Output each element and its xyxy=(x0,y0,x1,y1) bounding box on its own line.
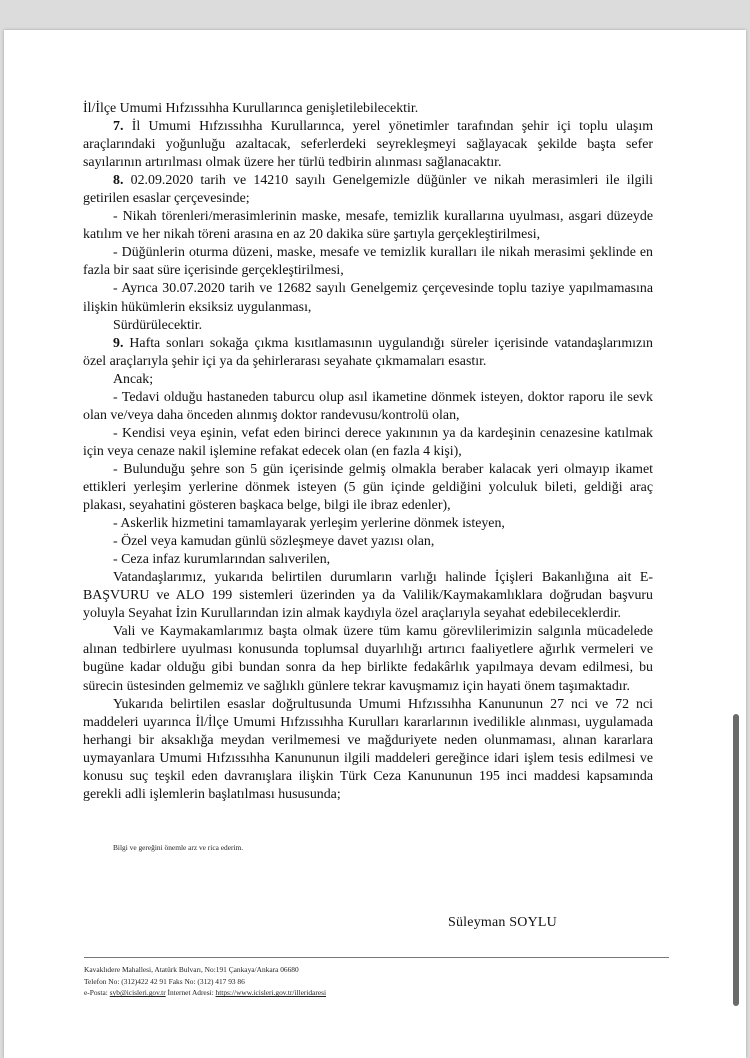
paragraph-text: Hafta sonları sokağa çıkma kısıtlamasının uygulandığı süreler içerisinde vatandaşlarımızın özel araçlarıyla şehir içi ya da şehirlerarası seyahate çıkmamaları esastır. xyxy=(83,335,653,369)
paragraph xyxy=(83,569,653,623)
paragraph-text: Ancak; xyxy=(113,371,154,387)
paragraph xyxy=(83,551,653,569)
paragraph xyxy=(83,371,653,389)
paragraph xyxy=(83,208,653,244)
paragraph xyxy=(83,317,653,335)
paragraph-text: Yukarıda belirtilen esaslar doğrultusunda Umumi Hıfzıssıhha Kanununun 27 nci ve 72 nci maddeleri uyarınca İl/İlçe Umumi Hıfzıssıhha Kurulları kararlarının ivedilikle alınması, uygulamada herhangi bir aksaklığa meydan verilmemesi ve mağduriyete neden olunmaması, alınan kararlara uymayanlara Umumi Hıfzıssıhha Kanununun ilgili maddeleri gereğince idari işlem tesis edilmesi ve konusu suç teşkil eden davranışlara ilişkin Türk Ceza Kanununun 195 inci maddesi kapsamında gerekli adli işlemlerin başlatılması hususunda; xyxy=(83,696,653,802)
paragraph xyxy=(83,533,653,551)
paragraph xyxy=(83,425,653,461)
paragraph-text: İl Umumi Hıfzıssıhha Kurullarınca, yerel yönetimler tarafından şehir içi toplu ulaşım araçlarındaki yoğunluğu azaltacak, seferlerdeki seyrekleşmeyi sağlayacak şekilde başta sefer sayılarının artırılması olmak üzere her türlü tedbirin alınması sağlanacaktır. xyxy=(83,119,653,171)
footer-address: Kavaklıdere Mahallesi, Atatürk Bulvarı, No:191 Çankaya/Ankara 06680 xyxy=(84,965,299,974)
paragraph-text: - Kendisi veya eşinin, vefat eden birinci derece yakınının ya da kardeşinin cenazesine katılmak için veya cenaze nakil işlemine refakat edecek olan (en fazla 4 kişi), xyxy=(83,425,653,459)
paragraph-text: 02.09.2020 tarih ve 14210 sayılı Genelgemizle düğünler ve nikah merasimleri ile ilgili getirilen esaslar çerçevesinde; xyxy=(83,173,653,207)
footer-email-link[interactable]: syb@icisleri.gov.tr xyxy=(109,988,166,998)
paragraph-text: - Düğünlerin oturma düzeni, maske, mesafe ve temizlik kuralları ile nikah merasimi şeklinde en fazla bir saat süre içerisinde gerçekleştirilmesi, xyxy=(83,245,653,279)
paragraph-text: - Tedavi olduğu hastaneden taburcu olup asıl ikametine dönmek isteyen, doktor raporu ile sevk olan ve/veya daha önceden alınmış doktor randevusu/kontrolü olan, xyxy=(83,389,653,423)
footer-web-label: İnternet Adresi: xyxy=(165,988,216,998)
item-number: 8. xyxy=(113,173,124,189)
paragraph-text: İl/İlçe Umumi Hıfzıssıhha Kurullarınca genişletilebilecektir. xyxy=(83,101,419,116)
paragraph xyxy=(83,172,653,208)
paragraph xyxy=(83,280,653,316)
scrollbar-thumb[interactable] xyxy=(733,714,739,1006)
paragraph-text: - Bulunduğu şehre son 5 gün içerisinde gelmiş olmakla beraber kalacak yeri olmayıp ikamet ettikleri yerleşim yerlerine dönmek isteyen (5 gün içinde geldiğini yolculuk bileti, geldiği araç plakası, seyahatini gösteren başkaca belge, bilgi ile ibraz edenler), xyxy=(83,461,653,514)
paragraph xyxy=(83,244,653,280)
footer-email-label: e-Posta: xyxy=(84,988,110,998)
footer-web-link[interactable]: https://www.icisleri.gov.tr/illeridaresi xyxy=(215,988,327,998)
paragraph xyxy=(83,118,653,172)
paragraph xyxy=(83,515,653,533)
paragraph xyxy=(83,335,653,371)
document-body xyxy=(83,100,653,804)
paragraph xyxy=(83,696,653,804)
paragraph xyxy=(83,623,653,695)
footer-phone: Telefon No: (312)422 42 91 Faks No: (312) 417 93 86 xyxy=(84,976,245,986)
footer-divider xyxy=(84,957,669,958)
item-number: 9. xyxy=(113,335,124,351)
footer xyxy=(84,964,326,999)
footer-contact xyxy=(84,987,326,999)
paragraph-text: - Nikah törenleri/merasimlerinin maske, mesafe, temizlik kurallarına uyulması, asgari düzeyde katılım ve her nikah töreni arasına en az 20 dakika süre şartıyla gerçekleştirilmesi, xyxy=(83,209,653,243)
paragraph-text: - Ceza infaz kurumlarından salıverilen, xyxy=(113,552,331,568)
item-number: 7. xyxy=(113,119,124,135)
paragraph-text: - Ayrıca 30.07.2020 tarih ve 12682 sayılı Genelgemiz çerçevesinde toplu taziye yapılmamasına ilişkin hükümlerin eksiksiz uygulanması, xyxy=(83,281,653,315)
paragraph-text: Vali ve Kaymakamlarımız başta olmak üzere tüm kamu görevlilerimizin salgınla mücadelede alınan tedbirlere uyulması konusunda toplumsal duyarlılığı artırıcı faaliyetlere ağırlık vermeleri ve bugüne kadar olduğu gibi bundan sonra da hep birlikte fedakârlık yapılmaya devam edilmesi, bu sürecin üstesinden gelmemiz ve sağlıklı günlere tekrar kavuşmamız için hayati önem taşımaktadır. xyxy=(83,624,653,694)
closing-line: Bilgi ve gereğini önemle arz ve rica ederim. xyxy=(113,843,244,852)
signature-name: Süleyman SOYLU xyxy=(448,915,557,930)
paragraph-text: - Özel veya kamudan günlü sözleşmeye davet yazısı olan, xyxy=(113,534,435,550)
paragraph-text: Sürdürülecektir. xyxy=(113,317,203,333)
paragraph xyxy=(83,389,653,425)
paragraph xyxy=(83,100,653,118)
paragraph-text: Vatandaşlarımız, yukarıda belirtilen durumların varlığı halinde İçişleri Bakanlığına ait E-BAŞVURU ve ALO 199 sistemleri üzerinden ya da Valilik/Kaymakamlıklara doğrudan başvuru yoluyla Seyahat İzin Kurullarından izin almak kaydıyla özel araçlarıyla seyahat edebileceklerdir. xyxy=(83,570,653,622)
paragraph-text: - Askerlik hizmetini tamamlayarak yerleşim yerlerine dönmek isteyen, xyxy=(113,516,505,532)
paragraph xyxy=(83,461,653,515)
